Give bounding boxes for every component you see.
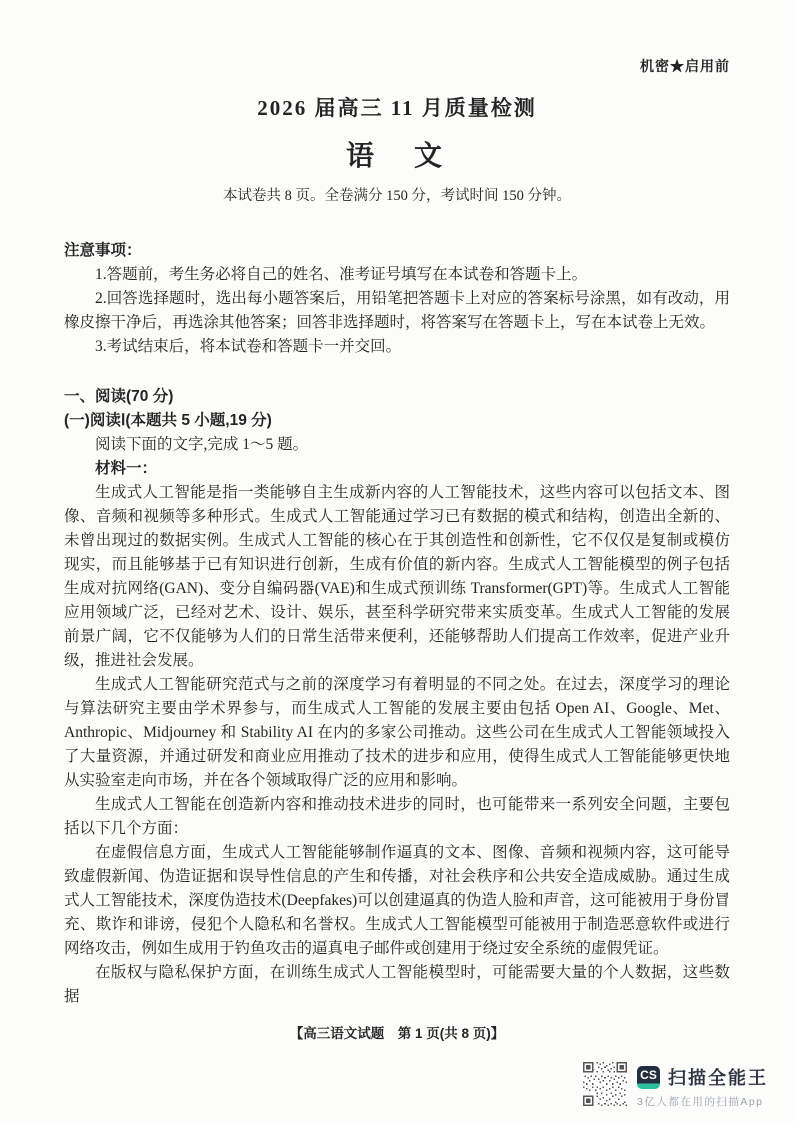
exam-info: 本试卷共 8 页。全卷满分 150 分，考试时间 150 分钟。 xyxy=(223,188,571,204)
confidential-label: 机密★启用前 xyxy=(640,58,730,74)
notice-item-1: 1.答题前，考生务必将自己的姓名、准考证号填写在本试卷和答题卡上。 xyxy=(95,266,588,283)
scanner-watermark xyxy=(583,1062,768,1109)
qr-code-icon xyxy=(583,1062,627,1106)
notice-heading: 注意事项： xyxy=(64,242,142,259)
subject-title: 语 文 xyxy=(345,141,448,172)
material-label: 材料一： xyxy=(95,460,158,477)
reading-section xyxy=(64,385,730,1009)
reading-instruction: 阅读下面的文字,完成 1～5 题。 xyxy=(95,436,309,453)
camscanner-logo-icon: CS xyxy=(637,1066,660,1089)
scanner-app-tagline: 3亿人都在用的扫描App xyxy=(637,1096,764,1108)
notice-item-3: 3.考试结束后，将本试卷和答题卡一并交回。 xyxy=(95,338,402,355)
material-paragraph: 生成式人工智能研究范式与之前的深度学习有着明显的不同之处。在过去，深度学习的理论与算法研究主要由学术界参与，而生成式人工智能的发展主要由包括 Open AI、Google、Met、Anthropic、Midjourney 和 Stability AI 在内的多家公司推动。这些公司在生成式人工智能领域投入了大量资源，并通过研发和商业应用推动了技术的进步和应用，使得生成式人工智能能够更快地从实验室走向市场，并在各个领域取得广泛的应用和影响。 xyxy=(64,676,730,789)
material-paragraph: 生成式人工智能在创造新内容和推动技术进步的同时，也可能带来一系列安全问题，主要包括以下几个方面： xyxy=(64,796,730,837)
scanner-app-name: 扫描全能王 xyxy=(668,1068,768,1088)
material-paragraph: 生成式人工智能是指一类能够自主生成新内容的人工智能技术，这些内容可以包括文本、图像、音频和视频等多种形式。生成式人工智能通过学习已有数据的模式和结构，创造出全新的、未曾出现过的数据实例。生成式人工智能的核心在于其创造性和创新性，它不仅仅是复制或模仿现实，而且能够基于已有知识进行创新，生成有价值的新内容。生成式人工智能模型的例子包括生成对抗网络(GAN)、变分自编码器(VAE)和生成式预训练 Transformer(GPT)等。生成式人工智能应用领域广泛，已经对艺术、设计、娱乐，甚至科学研究带来实质变革。生成式人工智能的发展前景广阔，它不仅能够为人们的日常生活带来便利，还能够帮助人们提高工作效率，促进产业升级，推进社会发展。 xyxy=(64,484,730,669)
notice-section xyxy=(64,239,730,359)
notice-item-2: 2.回答选择题时，选出每小题答案后，用铅笔把答题卡上对应的答案标号涂黑，如有改动，用橡皮擦干净后，再选涂其他答案；回答非选择题时，将答案写在答题卡上，写在本试卷上无效。 xyxy=(64,290,730,331)
exam-title: 2026 届高三 11 月质量检测 xyxy=(257,96,537,120)
material-paragraph: 在虚假信息方面，生成式人工智能能够制作逼真的文本、图像、音频和视频内容，这可能导致虚假新闻、伪造证据和误导性信息的产生和传播，对社会秩序和公共安全造成威胁。通过生成式人工智能技术，深度伪造技术(Deepfakes)可以创建逼真的伪造人脸和声音，这可能被用于身份冒充、欺诈和诽谤，侵犯个人隐私和名誉权。生成式人工智能模型可能被用于制造恶意软件或进行网络攻击，例如生成用于钓鱼攻击的逼真电子邮件或创建用于绕过安全系统的虚假凭证。 xyxy=(64,844,730,957)
material-paragraph: 在版权与隐私保护方面，在训练生成式人工智能模型时，可能需要大量的个人数据，这些数据 xyxy=(64,964,730,1005)
subsection-heading: (一)阅读Ⅰ(本题共 5 小题,19 分) xyxy=(64,412,272,429)
page-footer-label: 【高三语文试题 第 1 页(共 8 页)】 xyxy=(289,1026,505,1041)
section-heading: 一、阅读(70 分) xyxy=(64,388,174,405)
